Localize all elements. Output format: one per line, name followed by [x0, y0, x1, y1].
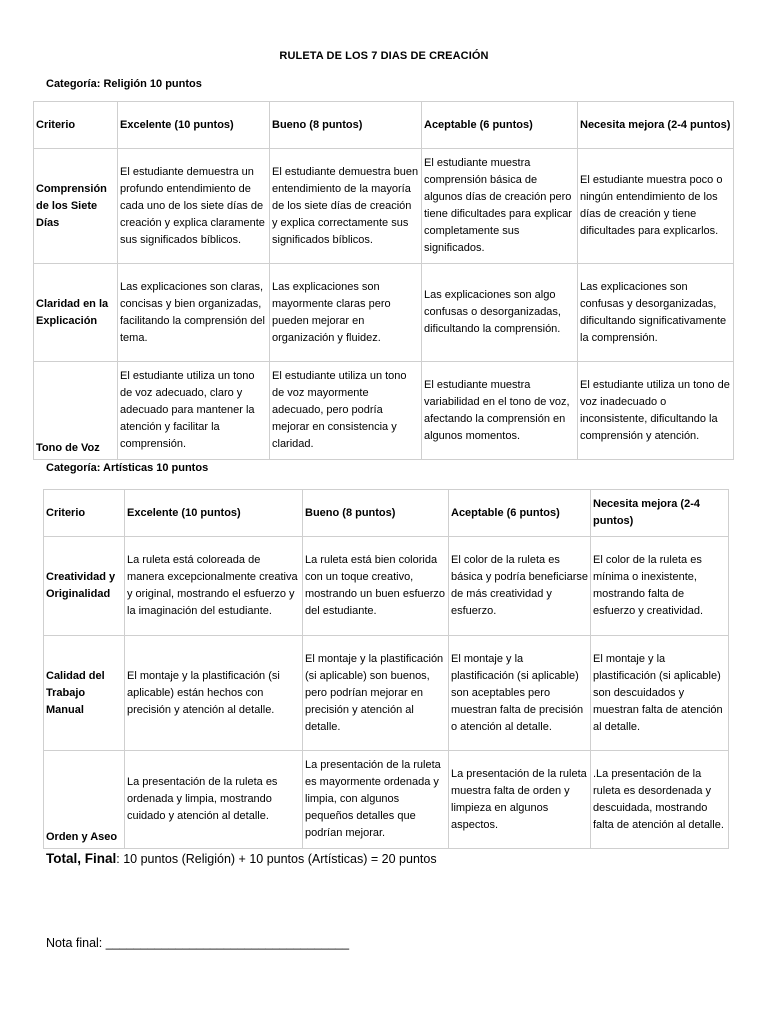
total-text: : 10 puntos (Religión) + 10 puntos (Artísticas) = 20 puntos — [116, 852, 437, 866]
nota-final-line: Nota final: ___________________________________ — [46, 936, 350, 950]
document-title: RULETA DE LOS 7 DIAS DE CREACIÓN — [279, 50, 489, 62]
table-row — [34, 149, 734, 264]
header-cell: Criterio — [34, 102, 118, 149]
total-line — [46, 851, 437, 866]
table-row — [44, 751, 729, 849]
table-cell: .La presentación de la ruleta es desordenada y descuidada, mostrando falta de atención al detalle. — [591, 751, 729, 849]
header-cell: Excelente (10 puntos) — [118, 102, 270, 149]
header-cell: Aceptable (6 puntos) — [449, 490, 591, 537]
category-artisticas-label: Categoría: Artísticas 10 puntos — [46, 462, 209, 474]
table-cell: El estudiante utiliza un tono de voz adecuado, claro y adecuado para mantener la atención y facilitar la comprensión. — [118, 362, 270, 460]
table-row — [34, 264, 734, 362]
criterion-cell: Tono de Voz — [34, 362, 118, 460]
table-cell: El estudiante utiliza un tono de voz mayormente adecuado, pero podría mejorar en consistencia y claridad. — [270, 362, 422, 460]
table-cell: El color de la ruleta es mínima o inexistente, mostrando falta de esfuerzo y creatividad. — [591, 537, 729, 636]
header-cell: Necesita mejora (2-4 puntos) — [578, 102, 734, 149]
header-cell: Bueno (8 puntos) — [270, 102, 422, 149]
table-row — [44, 636, 729, 751]
header-cell: Excelente (10 puntos) — [125, 490, 303, 537]
table-cell: La presentación de la ruleta es mayormente ordenada y limpia, con algunos pequeños detalles que podrían mejorar. — [303, 751, 449, 849]
category-religion-label: Categoría: Religión 10 puntos — [46, 78, 202, 90]
header-cell: Aceptable (6 puntos) — [422, 102, 578, 149]
table-row — [34, 362, 734, 460]
table-cell: Las explicaciones son algo confusas o desorganizadas, dificultando la comprensión. — [422, 264, 578, 362]
table-cell: La ruleta está coloreada de manera excepcionalmente creativa y original, mostrando el esfuerzo y la imaginación del estudiante. — [125, 537, 303, 636]
table-cell: La presentación de la ruleta es ordenada y limpia, mostrando cuidado y atención al detalle. — [125, 751, 303, 849]
table-cell: El estudiante demuestra buen entendimiento de la mayoría de los siete días de creación y explica correctamente sus significados bíblicos. — [270, 149, 422, 264]
rubric-table-artisticas — [43, 489, 729, 849]
rubric-table-religion — [33, 101, 734, 460]
criterion-cell: Creatividad y Originalidad — [44, 537, 125, 636]
criterion-cell: Comprensión de los Siete Días — [34, 149, 118, 264]
table-cell: Las explicaciones son confusas y desorganizadas, dificultando significativamente la comprensión. — [578, 264, 734, 362]
table-cell: El montaje y la plastificación (si aplicable) son aceptables pero muestran falta de precisión o atención al detalle. — [449, 636, 591, 751]
table-header-row — [34, 102, 734, 149]
table-header-row — [44, 490, 729, 537]
table-cell: Las explicaciones son mayormente claras pero pueden mejorar en organización y fluidez. — [270, 264, 422, 362]
table-cell: El estudiante muestra comprensión básica de algunos días de creación pero tiene dificultades para explicar completamente sus significados. — [422, 149, 578, 264]
header-cell: Bueno (8 puntos) — [303, 490, 449, 537]
total-label: Total, Final — [46, 851, 117, 866]
table-cell: El montaje y la plastificación (si aplicable) son buenos, pero podrían mejorar en precisión y atención al detalle. — [303, 636, 449, 751]
criterion-cell: Calidad del Trabajo Manual — [44, 636, 125, 751]
table-cell: La ruleta está bien colorida con un toque creativo, mostrando un buen esfuerzo del estudiante. — [303, 537, 449, 636]
header-cell: Criterio — [44, 490, 125, 537]
table-cell: Las explicaciones son claras, concisas y bien organizadas, facilitando la comprensión del tema. — [118, 264, 270, 362]
table-cell: El montaje y la plastificación (si aplicable) son descuidados y muestran falta de atención al detalle. — [591, 636, 729, 751]
table-cell: El estudiante muestra poco o ningún entendimiento de los días de creación y tiene dificultades para explicarlos. — [578, 149, 734, 264]
table-cell: El estudiante muestra variabilidad en el tono de voz, afectando la comprensión en algunos momentos. — [422, 362, 578, 460]
table-cell: El estudiante utiliza un tono de voz inadecuado o inconsistente, dificultando la comprensión y atención. — [578, 362, 734, 460]
table-cell: El color de la ruleta es básica y podría beneficiarse de más creatividad y esfuerzo. — [449, 537, 591, 636]
table-cell: La presentación de la ruleta muestra falta de orden y limpieza en algunos aspectos. — [449, 751, 591, 849]
table-cell: El estudiante demuestra un profundo entendimiento de cada uno de los siete días de creación y explica claramente sus significados bíblicos. — [118, 149, 270, 264]
table-cell: El montaje y la plastificación (si aplicable) están hechos con precisión y atención al detalle. — [125, 636, 303, 751]
table-row — [44, 537, 729, 636]
criterion-cell: Orden y Aseo — [44, 751, 125, 849]
criterion-cell: Claridad en la Explicación — [34, 264, 118, 362]
header-cell: Necesita mejora (2-4 puntos) — [591, 490, 729, 537]
